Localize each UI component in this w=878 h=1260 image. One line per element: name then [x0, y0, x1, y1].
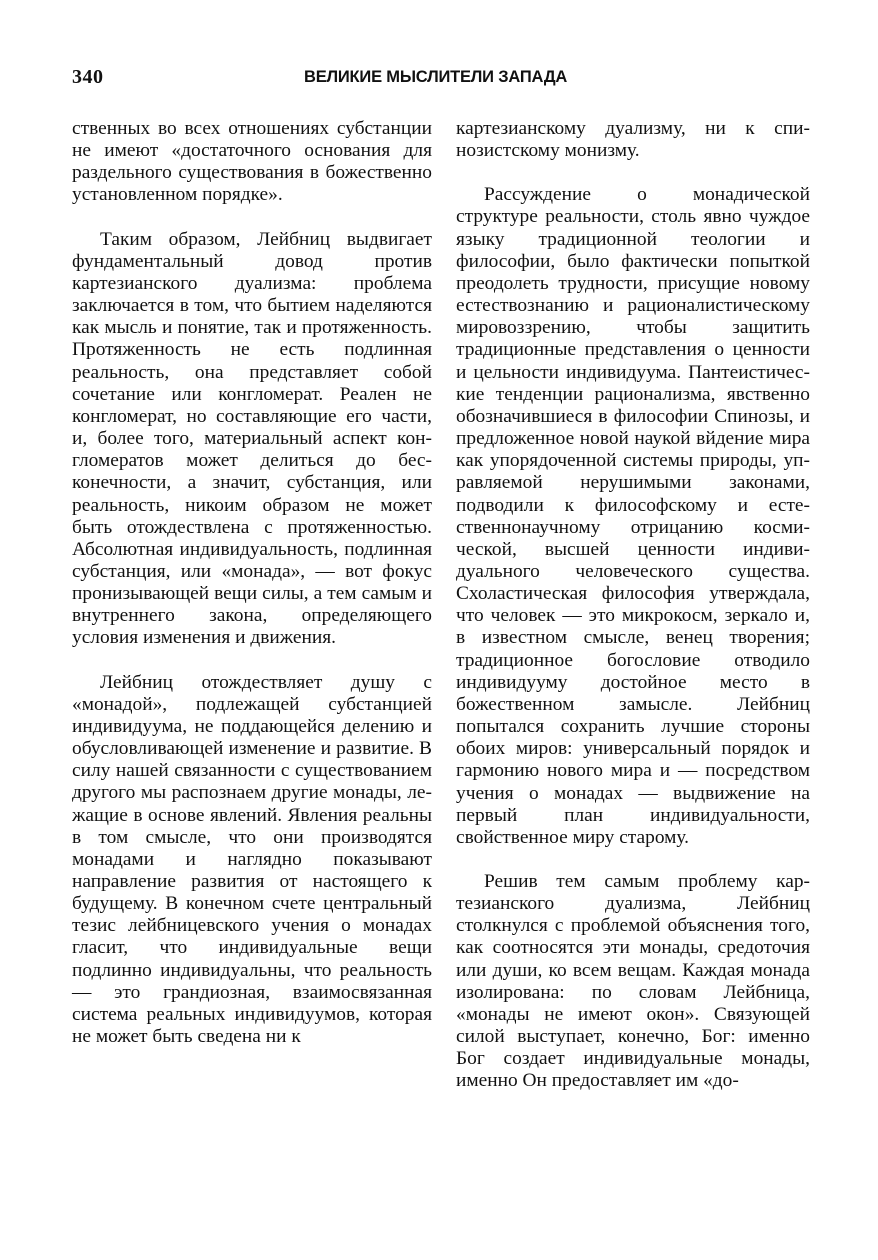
left-paragraph-1: ственных во всех отношениях субстанции не имеют «достаточного основания для раздельного существования в божественно установленном порядке».	[72, 118, 432, 206]
page-number: 340	[72, 66, 104, 88]
right-column	[456, 118, 810, 1093]
right-paragraph-3: Решив тем самым проблему картезианского дуализма, Лейбниц столкнулся с проблемой объяснения того, как соотносятся эти монады, средоточия или души, ко всем вещам. Каждая монада изолирована: по словам Лейбница, «монады не имеют окон». Связующей силой выступает, конечно, Бог: именно Бог создает индивидуальные монады, именно Он предоставляет им «до-	[456, 871, 810, 1092]
left-paragraph-2: Таким образом, Лейбниц выдвигает фундаментальный довод против картезианского дуализма: проблема заключается в том, что бытием наделяются как мысль и понятие, так и протяженность. Протяженность не есть подлинная реальность, она представляет собой сочетание или конгломерат. Реален не конгломерат, но составляющие его части, и, более того, материальный аспект конгломератов может делиться до бесконечности, а значит, субстанция, или реальность, никоим образом не может быть отождествлена с протяженностью. Абсолютная индивидуальность, подлинная субстанция, или «монада», — вот фокус пронизывающей вещи силы, а тем самым и внутреннего закона, определяющего условия изменения и движения.	[72, 228, 432, 649]
right-paragraph-1: картезианскому дуализму, ни к спинозистскому монизму.	[456, 118, 810, 162]
right-paragraph-2: Рассуждение о монадической структуре реальности, столь явно чуждое языку традиционной теологии и философии, было фактически попыткой преодолеть трудности, присущие новому естествознанию и рационалистическому мировоззрению, чтобы защитить традиционные представления о ценности и цельности индивидуума. Пантеистические тенденции рационализма, явственно обозначившиеся в философии Спинозы, и предложенное новой наукой вйдение мира как упорядоченной системы природы, управляемой нерушимыми законами, подводили к философскому и естественнонаучному отрицанию космической, высшей ценности индивидуального человеческого существа. Схоластическая философия утверждала, что человек — это микрокосм, зеркало и, в известном смысле, венец творения; традиционное богословие отводило индивидууму достойное место в божественном замысле. Лейбниц попытался сохранить лучшие стороны обоих миров: универсальный порядок и гармонию нового мира и — посредством учения о монадах — выдвижение на первый план индивидуальности, свойственное миру старому.	[456, 184, 810, 848]
page-header	[72, 66, 812, 98]
left-column	[72, 118, 432, 1048]
left-paragraph-3: Лейбниц отождествляет душу с «монадой», подлежащей субстанцией индивидуума, не поддающейся делению и обусловливающей изменение и развитие. В силу нашей связанности с существованием другого мы распознаем другие монады, лежащие в основе явлений. Явления реальны в том смысле, что они производятся монадами и наглядно показывают направление развития от настоящего к будущему. В конечном счете центральный тезис лейбницевского учения о монадах гласит, что индивидуальные вещи подлинно индивидуальны, что реальность — это грандиозная, взаимосвязанная система реальных индивидуумов, которая не может быть сведена ни к	[72, 671, 432, 1048]
running-title: ВЕЛИКИЕ МЫСЛИТЕЛИ ЗАПАДА	[304, 68, 568, 86]
